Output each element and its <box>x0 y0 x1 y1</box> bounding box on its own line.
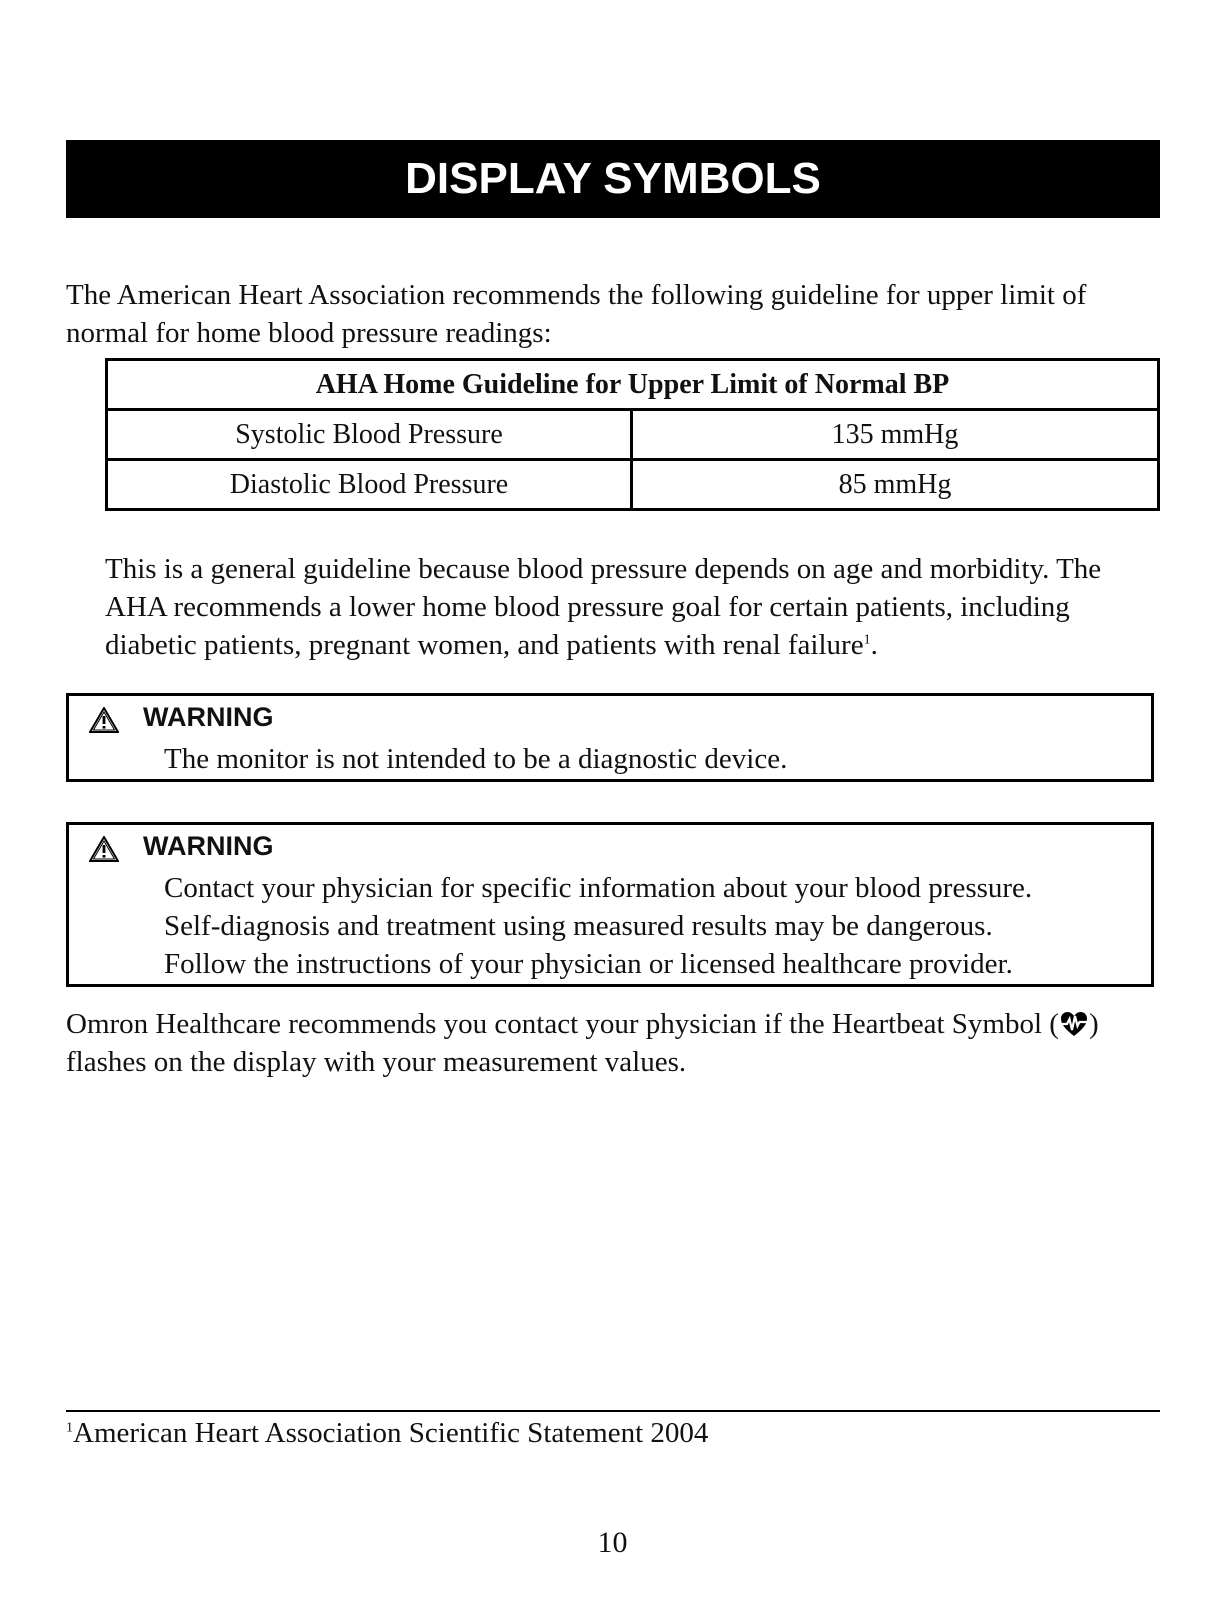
omron-note-paragraph <box>66 1005 1166 1081</box>
table-cell-value: 135 mmHg <box>632 410 1159 460</box>
warning-title: WARNING <box>143 831 274 861</box>
table-row <box>107 410 1159 460</box>
guideline-note-text: This is a general guideline because blood pressure depends on age and morbidity. The AHA recommends a lower home blood pressure goal for certain patients, including diabetic patients, pregnant women, and patients with renal failure <box>105 553 1102 661</box>
table-row <box>107 460 1159 510</box>
footnote-text: American Heart Association Scientific Statement 2004 <box>73 1417 709 1449</box>
table-title: AHA Home Guideline for Upper Limit of Normal BP <box>107 360 1159 410</box>
table-cell-label: Diastolic Blood Pressure <box>107 460 632 510</box>
footnote-marker: 1 <box>66 1420 73 1436</box>
warning-box <box>66 822 1154 987</box>
bp-guideline-table <box>105 358 1160 511</box>
heartbeat-symbol-icon <box>1059 1009 1089 1039</box>
warning-title: WARNING <box>143 702 274 732</box>
page-number: 10 <box>597 1526 628 1559</box>
warning-line: The monitor is not intended to be a diagnostic device. <box>164 743 788 775</box>
warning-line: Contact your physician for specific information about your blood pressure. <box>164 872 1033 904</box>
warning-text <box>164 740 1080 778</box>
footnote <box>66 1414 708 1452</box>
table-header-row <box>107 360 1159 410</box>
table-cell-label: Systolic Blood Pressure <box>107 410 632 460</box>
footnote-divider <box>66 1410 1160 1412</box>
page-title: DISPLAY SYMBOLS <box>66 140 1160 218</box>
omron-note-after: ) flashes on the display with your measurement values. <box>66 1008 1099 1078</box>
guideline-note-paragraph <box>105 550 1165 664</box>
warning-line: Follow the instructions of your physician or licensed healthcare provider. <box>164 948 1013 980</box>
warning-box <box>66 693 1154 782</box>
guideline-note-end: . <box>870 629 878 661</box>
omron-note-before: Omron Healthcare recommends you contact your physician if the Heartbeat Symbol ( <box>66 1008 1059 1040</box>
warning-line: Self-diagnosis and treatment using measured results may be dangerous. <box>164 910 993 942</box>
warning-triangle-icon <box>89 707 119 733</box>
table-cell-value: 85 mmHg <box>632 460 1159 510</box>
warning-text <box>164 869 1080 983</box>
intro-paragraph: The American Heart Association recommends the following guideline for upper limit of normal for home blood pressure readings: <box>66 279 1087 349</box>
warning-triangle-icon <box>89 836 119 862</box>
footnote-reference: 1 <box>863 632 871 648</box>
